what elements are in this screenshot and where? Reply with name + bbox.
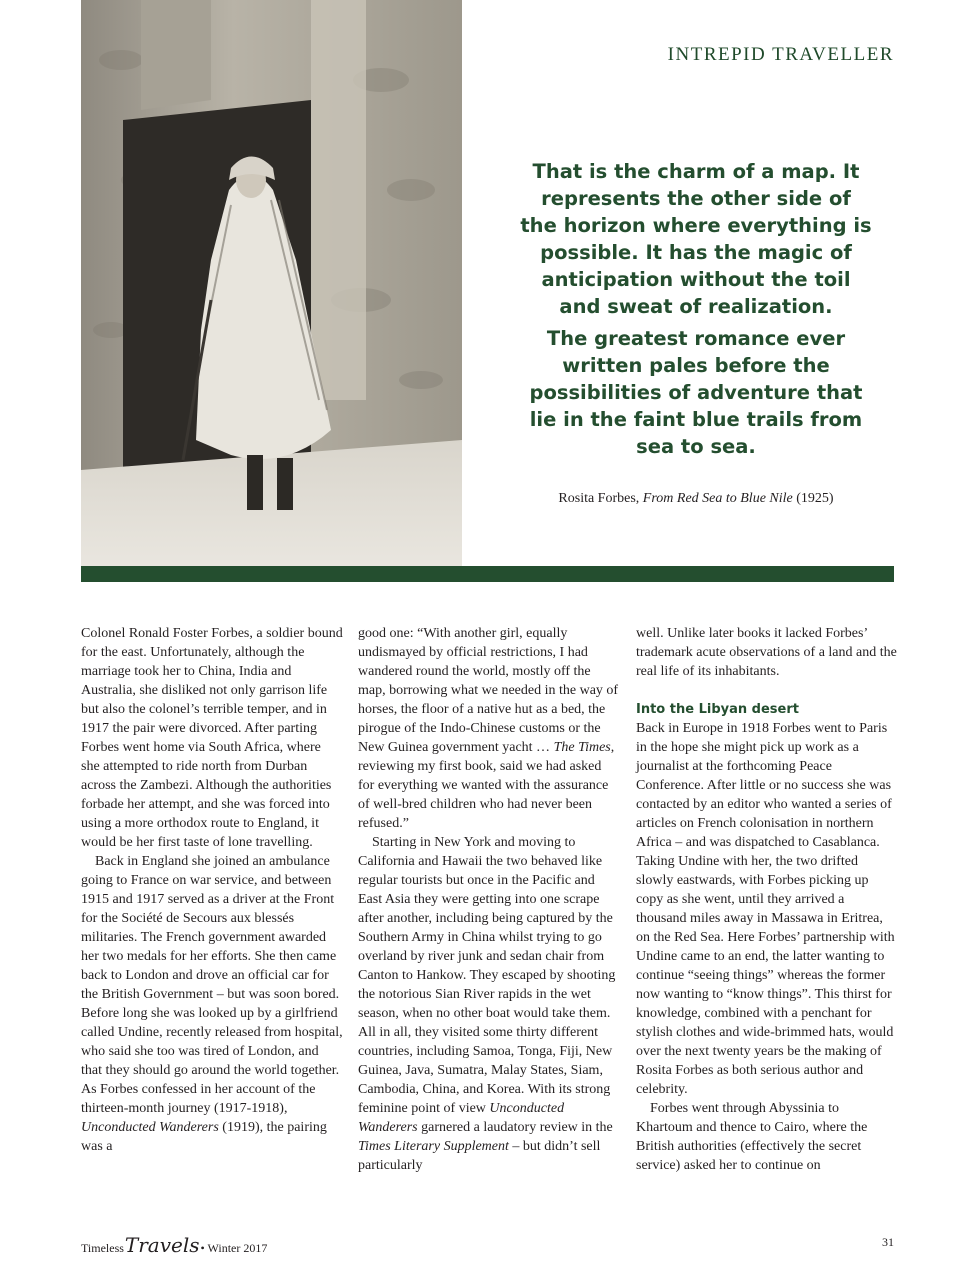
quote-paragraph-1: That is the charm of a map. It represents the other side of the horizon where everything is possible. It has the magic of anticipation without the toil and sweat of realization. (520, 160, 872, 318)
quote-attribution (500, 491, 892, 507)
text-run: – but didn’t sell particularly (358, 1139, 601, 1173)
paragraph (358, 833, 620, 1175)
quote-book-title: From Red Sea to Blue Nile (642, 491, 793, 506)
page-number: 31 (882, 1235, 894, 1249)
article-column-2 (358, 624, 620, 1175)
book-title: Unconducted Wanderers (81, 1120, 219, 1135)
text-run: , reviewing my first book, said we had asked for everything we wanted with the assurance of well-bred children who had never been refused.” (358, 740, 615, 831)
brand-prefix: Timeless (81, 1241, 124, 1255)
book-title: Unconducted Wanderers (358, 1101, 565, 1135)
article-column-1 (81, 624, 343, 1156)
paragraph: well. Unlike later books it lacked Forbes’ trademark acute observations of a land and the real life of its inhabitants. (636, 626, 897, 679)
paragraph: Forbes went through Abyssinia to Khartoum and thence to Cairo, where the British authorities (effectively the secret service) asked her to continue on (636, 1101, 868, 1173)
publication-title: Times Literary Supplement (358, 1139, 509, 1154)
pull-quote (520, 158, 872, 460)
photo-illustration (81, 0, 462, 566)
text-run: Back in England she joined an ambulance going to France on war service, and between 1915 and 1917 served as a driver at the Front for the Société de Secours aux blessés militaries. The French government awarded her two medals for her efforts. She then came back to London and drove an official car for the British Government – but was soon bored. Before long she was looked up by a girlfriend called Undine, recently released from hospital, who said she too was tired of London, and that they should go around the world together. As Forbes confessed in her account of the thirteen-month journey (1917-1918), (81, 854, 343, 1116)
text-run: Starting in New York and moving to California and Hawaii the two behaved like regular tourists but once in the Pacific and East Asia they were getting into one scrape after another, including being captured by the Southern Army in China whilst trying to go overland by river junk and sedan chair from Canton to Hankow. They escaped by shooting the notorious Sian River rapids in the wet season, when no other boat would take them. All in all, they visited some thirty different countries, including Samoa, Tonga, Fiji, New Guinea, Java, Sumatra, Malay States, Siam, Cambodia, China, and Korea. With its strong feminine point of view (358, 835, 616, 1116)
divider-band (81, 566, 894, 582)
section-title: INTREPID TRAVELLER (667, 44, 894, 65)
issue-label: • Winter 2017 (200, 1241, 268, 1255)
paragraph (358, 624, 620, 833)
text-run: (1919), the pairing was a (81, 1120, 327, 1154)
text-run: good one: “With another girl, equally undismayed by official restrictions, I had wandered round the world, mostly off the map, borrowing what we needed in the way of horses, the floor of a native hut as a bed, the pirogue of the Indo-Chinese customs or the New Guinea government yacht … (358, 626, 619, 755)
quote-year: (1925) (792, 491, 834, 506)
article-photo (81, 0, 462, 566)
publication-title: The Times (553, 740, 611, 755)
subheading: Into the Libyan desert (636, 702, 799, 717)
article-column-3 (636, 624, 898, 1175)
brand-logo-word: Travels (124, 1233, 200, 1257)
quote-paragraph-2: The greatest romance ever written pales before the possibilities of adventure that lie in the faint blue trails from sea to sea. (529, 327, 863, 458)
text-run: garnered a laudatory review in the (417, 1120, 613, 1135)
paragraph (81, 852, 343, 1156)
paragraph: Back in Europe in 1918 Forbes went to Paris in the hope she might pick up work as a journalist at the forthcoming Peace Conference. After little or no success she was contacted by an editor who wanted a series of articles on French colonisation in northern Africa – and was dispatched to Casablanca. Taking Undine with her, the two drifted slowly eastwards, with Forbes picking up copy as she went, until they arrived a thousand miles away in Massawa in Eritrea, on the Red Sea. Here Forbes’ partnership with Undine came to an end, the latter wanting to continue “seeing things” whereas the former now wanting to “know things”. This thirst for knowledge, combined with a penchant for stylish clothes and wide-brimmed hats, would over the next twenty years be the making of Rosita Forbes as both serious author and celebrity. (636, 721, 895, 1097)
paragraph: Colonel Ronald Foster Forbes, a soldier bound for the east. Unfortunately, although the marriage took her to China, India and Australia, she disliked not only garrison life but also the colonel’s terrible temper, and in 1917 the pair were divorced. After parting Forbes went home via South Africa, where she attempted to ride north from Durban across the Zambezi. Although the authorities forbade her attempt, and she was forced into using a more orthodox route to England, it would be her first taste of lone travelling. (81, 626, 343, 850)
footer-brand (81, 1233, 267, 1257)
quote-author: Rosita Forbes, (558, 491, 643, 506)
